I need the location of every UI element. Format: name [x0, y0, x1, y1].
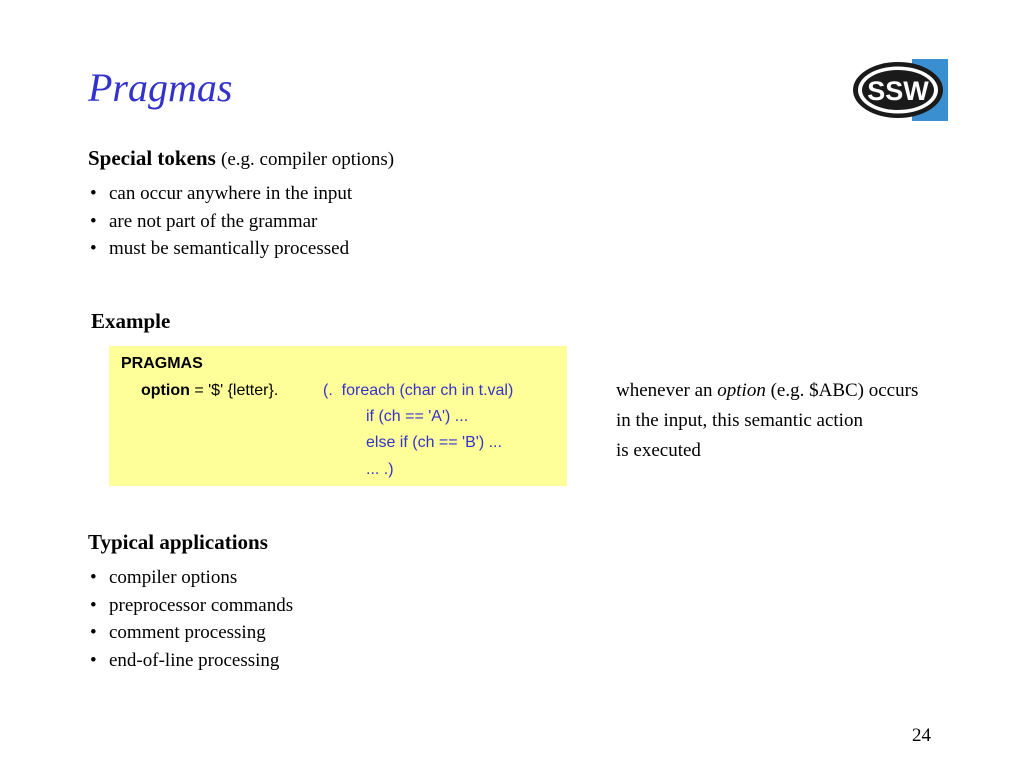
- code-option-keyword: option: [141, 382, 190, 399]
- example-title: Example: [91, 309, 171, 333]
- code-line-pragmas: PRAGMAS: [121, 355, 203, 372]
- list-item: • preprocessor commands: [89, 592, 293, 620]
- code-line-option: [141, 383, 278, 399]
- special-tokens-heading: [88, 148, 394, 169]
- code-line-end: ... .): [366, 461, 394, 478]
- list-item: • comment processing: [89, 619, 293, 647]
- list-item: • compiler options: [89, 564, 293, 592]
- note-text: whenever an: [616, 380, 718, 401]
- slide-title: Pragmas: [88, 65, 233, 110]
- list-item: • end-of-line processing: [89, 647, 293, 675]
- note-text: (e.g. $ABC) occurs: [765, 380, 919, 401]
- ssw-logo: [852, 59, 948, 121]
- code-action-start: (. foreach (char ch in t.val): [323, 382, 514, 399]
- list-item: • must be semantically processed: [89, 235, 352, 263]
- note-line-3: is executed: [616, 440, 701, 461]
- typical-applications-list: [89, 564, 293, 674]
- special-tokens-paren: (e.g. compiler options): [221, 149, 395, 170]
- code-line-if-b: else if (ch == 'B') ...: [366, 434, 502, 451]
- note-line-2: in the input, this semantic action: [616, 410, 863, 431]
- logo-text: SSW: [867, 76, 929, 106]
- page-number: 24: [912, 725, 931, 746]
- special-tokens-list: [89, 180, 352, 263]
- typical-applications-heading: [88, 532, 268, 553]
- list-item: • are not part of the grammar: [89, 208, 352, 236]
- code-option-rest: = '$' {letter}.: [189, 382, 279, 399]
- list-item: • can occur anywhere in the input: [89, 180, 352, 208]
- note-emphasis: option: [717, 380, 766, 401]
- example-heading: [91, 311, 170, 332]
- typical-applications-title: Typical applications: [88, 530, 268, 554]
- special-tokens-title: Special tokens: [88, 146, 216, 170]
- code-line-if-a: if (ch == 'A') ...: [366, 408, 469, 425]
- example-note: [616, 376, 918, 466]
- note-line-1: [616, 376, 918, 406]
- code-example-box: [109, 346, 567, 486]
